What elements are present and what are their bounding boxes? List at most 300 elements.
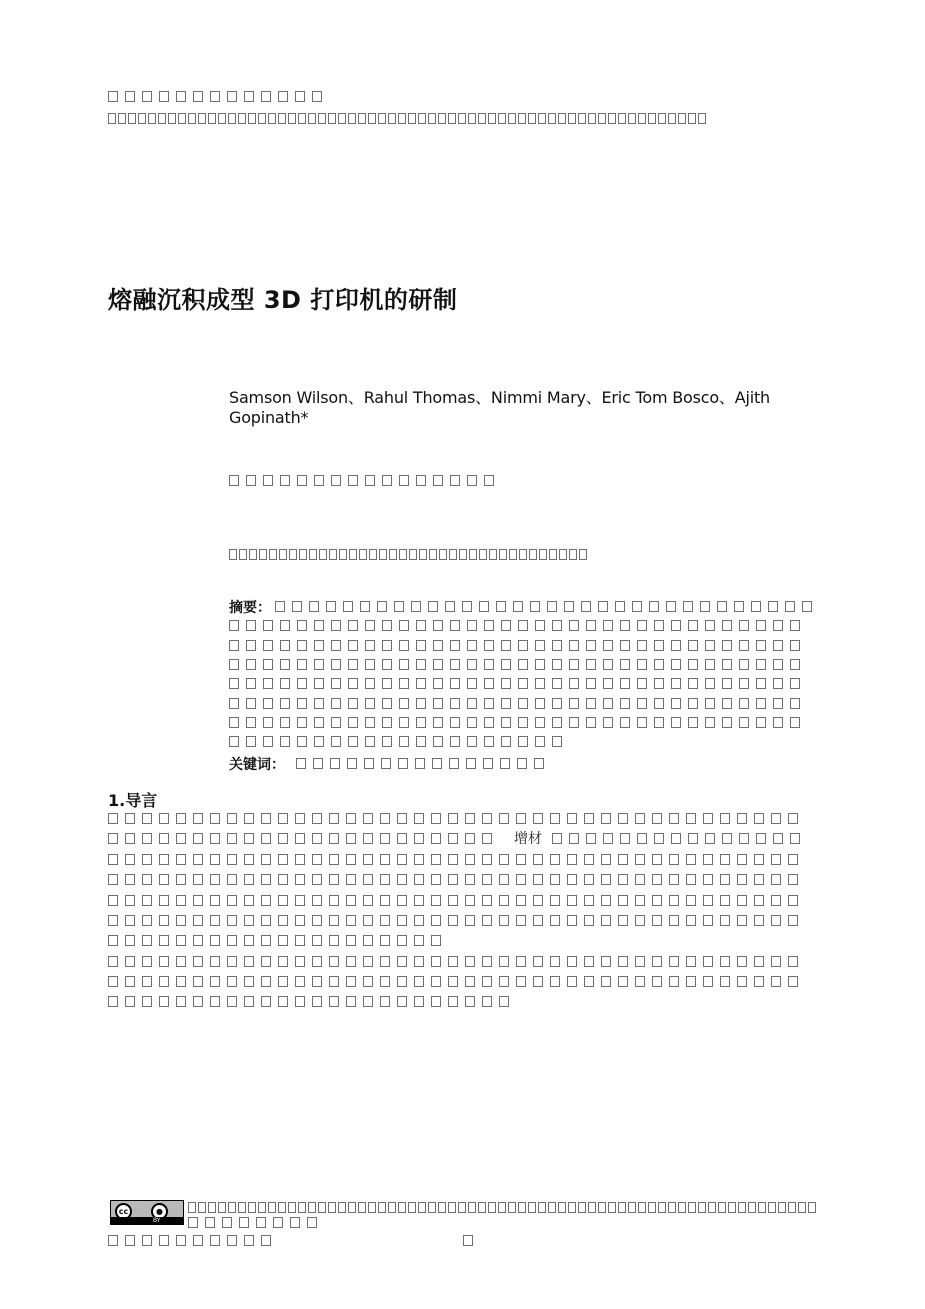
tofu-glyph [632, 601, 642, 612]
tofu-glyph [581, 601, 591, 612]
tofu-glyph [278, 915, 288, 926]
tofu-glyph [382, 659, 392, 670]
tofu-glyph [338, 113, 346, 124]
tofu-glyph [312, 874, 322, 885]
tofu-glyph [448, 833, 458, 844]
tofu-glyph [509, 549, 517, 560]
tofu-glyph [142, 813, 152, 824]
tofu-glyph [408, 113, 416, 124]
tofu-glyph [535, 640, 545, 651]
tofu-glyph [118, 113, 126, 124]
tofu-glyph [125, 895, 135, 906]
intro-line [108, 974, 820, 988]
tofu-glyph [244, 935, 254, 946]
tofu-glyph [365, 717, 375, 728]
tofu-glyph [399, 549, 407, 560]
tofu-glyph [263, 620, 273, 631]
tofu-glyph [550, 854, 560, 865]
tofu-glyph [499, 956, 509, 967]
tofu-glyph [771, 854, 781, 865]
tofu-glyph [618, 915, 628, 926]
tofu-glyph [328, 1202, 336, 1213]
tofu-glyph [176, 1235, 186, 1246]
tofu-glyph [261, 956, 271, 967]
tofu-glyph [108, 976, 118, 987]
tofu-glyph [348, 475, 358, 486]
tofu-glyph [329, 813, 339, 824]
tofu-glyph [637, 640, 647, 651]
tofu-glyph [431, 956, 441, 967]
tofu-glyph [601, 895, 611, 906]
tofu-glyph [618, 854, 628, 865]
tofu-glyph [658, 113, 666, 124]
tofu-glyph [586, 659, 596, 670]
tofu-glyph [244, 1235, 254, 1246]
tofu-glyph [671, 833, 681, 844]
tofu-glyph [288, 1202, 296, 1213]
tofu-glyph [448, 895, 458, 906]
tofu-glyph [419, 549, 427, 560]
tofu-glyph [686, 895, 696, 906]
tofu-glyph [244, 976, 254, 987]
tofu-glyph [229, 475, 239, 486]
tofu-glyph [778, 1202, 786, 1213]
tofu-glyph [308, 1202, 316, 1213]
tofu-glyph [739, 620, 749, 631]
tofu-glyph [142, 956, 152, 967]
tofu-glyph [380, 915, 390, 926]
tofu-glyph [720, 813, 730, 824]
tofu-glyph [790, 698, 800, 709]
tofu-glyph [295, 895, 305, 906]
tofu-glyph [703, 874, 713, 885]
tofu-glyph [598, 1202, 606, 1213]
tofu-glyph [365, 678, 375, 689]
tofu-glyph [688, 698, 698, 709]
tofu-glyph [312, 895, 322, 906]
tofu-glyph [654, 833, 664, 844]
tofu-glyph [508, 113, 516, 124]
tofu-glyph [550, 813, 560, 824]
tofu-glyph [414, 895, 424, 906]
tofu-glyph [754, 976, 764, 987]
tofu-glyph [176, 854, 186, 865]
tofu-glyph [703, 813, 713, 824]
tofu-glyph [773, 620, 783, 631]
tofu-glyph [773, 698, 783, 709]
tofu-glyph [558, 1202, 566, 1213]
tofu-glyph [448, 976, 458, 987]
tofu-glyph [363, 996, 373, 1007]
tofu-glyph [671, 678, 681, 689]
tofu-glyph [142, 833, 152, 844]
tofu-glyph [703, 854, 713, 865]
tofu-glyph [142, 895, 152, 906]
tofu-glyph [399, 620, 409, 631]
tofu-glyph [620, 659, 630, 670]
tofu-glyph [722, 640, 732, 651]
tofu-glyph [739, 640, 749, 651]
tofu-glyph [535, 736, 545, 747]
tofu-glyph [567, 976, 577, 987]
tofu-glyph [598, 113, 606, 124]
tofu-glyph [722, 698, 732, 709]
tofu-glyph [771, 813, 781, 824]
tofu-glyph [788, 854, 798, 865]
tofu-glyph [705, 833, 715, 844]
tofu-glyph [698, 113, 706, 124]
tofu-glyph [380, 874, 390, 885]
tofu-glyph [380, 935, 390, 946]
tofu-glyph [722, 678, 732, 689]
tofu-glyph [448, 956, 458, 967]
tofu-glyph [552, 833, 562, 844]
tofu-glyph [359, 549, 367, 560]
tofu-glyph [378, 1202, 386, 1213]
tofu-glyph [227, 976, 237, 987]
tofu-glyph [638, 1202, 646, 1213]
tofu-glyph [620, 698, 630, 709]
abstract-line [229, 638, 819, 652]
tofu-glyph [569, 640, 579, 651]
tofu-glyph [450, 620, 460, 631]
tofu-glyph [550, 976, 560, 987]
tofu-glyph [790, 833, 800, 844]
tofu-glyph [518, 678, 528, 689]
tofu-glyph [720, 956, 730, 967]
tofu-glyph [331, 736, 341, 747]
tofu-glyph [380, 976, 390, 987]
tofu-glyph [416, 640, 426, 651]
tofu-glyph [108, 833, 118, 844]
tofu-glyph [278, 813, 288, 824]
tofu-glyph [688, 640, 698, 651]
tofu-glyph [448, 874, 458, 885]
tofu-glyph [478, 1202, 486, 1213]
tofu-glyph [358, 1202, 366, 1213]
tofu-glyph [567, 915, 577, 926]
cc-icon: cc [115, 1203, 132, 1220]
tofu-glyph [176, 996, 186, 1007]
tofu-glyph [388, 113, 396, 124]
tofu-glyph [399, 640, 409, 651]
tofu-glyph [314, 678, 324, 689]
tofu-glyph [295, 915, 305, 926]
tofu-glyph [227, 854, 237, 865]
tofu-glyph [756, 717, 766, 728]
abstract-label [229, 597, 271, 617]
tofu-glyph [788, 874, 798, 885]
tofu-glyph [484, 678, 494, 689]
tofu-glyph [398, 758, 408, 769]
tofu-glyph [671, 640, 681, 651]
tofu-glyph [465, 874, 475, 885]
tofu-glyph [618, 113, 626, 124]
tofu-glyph [142, 874, 152, 885]
tofu-glyph [773, 833, 783, 844]
tofu-glyph [363, 854, 373, 865]
tofu-glyph [273, 1217, 283, 1228]
tofu-glyph [518, 1202, 526, 1213]
tofu-glyph [671, 698, 681, 709]
tofu-glyph [603, 698, 613, 709]
tofu-glyph [328, 113, 336, 124]
tofu-glyph [308, 113, 316, 124]
tofu-glyph [329, 549, 337, 560]
tofu-glyph [668, 113, 676, 124]
tofu-glyph [414, 915, 424, 926]
tofu-glyph [346, 996, 356, 1007]
tofu-glyph [578, 1202, 586, 1213]
tofu-glyph [297, 475, 307, 486]
tofu-glyph [108, 996, 118, 1007]
tofu-glyph [125, 976, 135, 987]
tofu-glyph [229, 717, 239, 728]
tofu-glyph [533, 813, 543, 824]
tofu-glyph [499, 874, 509, 885]
tofu-glyph [635, 895, 645, 906]
tofu-glyph [548, 1202, 556, 1213]
tofu-glyph [398, 1202, 406, 1213]
tofu-glyph [433, 640, 443, 651]
tofu-glyph [431, 813, 441, 824]
tofu-glyph [548, 113, 556, 124]
tofu-glyph [331, 678, 341, 689]
tofu-glyph [499, 813, 509, 824]
tofu-glyph [348, 113, 356, 124]
tofu-glyph [368, 113, 376, 124]
tofu-glyph [295, 91, 305, 102]
tofu-glyph [669, 874, 679, 885]
tofu-glyph [658, 1202, 666, 1213]
tofu-glyph [239, 549, 247, 560]
tofu-glyph [652, 895, 662, 906]
tofu-glyph [567, 854, 577, 865]
tofu-glyph [229, 678, 239, 689]
tofu-glyph [586, 678, 596, 689]
tofu-glyph [368, 1202, 376, 1213]
badge-bottom-bar [111, 1217, 183, 1224]
tofu-glyph [229, 549, 237, 560]
tofu-glyph [568, 113, 576, 124]
tofu-glyph [188, 1202, 196, 1213]
tofu-glyph [210, 813, 220, 824]
tofu-glyph [142, 976, 152, 987]
keywords-label [229, 754, 285, 774]
tofu-glyph [535, 659, 545, 670]
tofu-glyph [280, 678, 290, 689]
tofu-glyph [756, 659, 766, 670]
tofu-glyph [438, 1202, 446, 1213]
tofu-glyph [754, 874, 764, 885]
tofu-glyph [176, 895, 186, 906]
tofu-glyph [193, 996, 203, 1007]
tofu-glyph [331, 698, 341, 709]
tofu-glyph [458, 1202, 466, 1213]
tofu-glyph [312, 91, 322, 102]
tofu-glyph [586, 698, 596, 709]
tofu-glyph [652, 813, 662, 824]
tofu-glyph [261, 874, 271, 885]
tofu-glyph [193, 813, 203, 824]
tofu-glyph [569, 698, 579, 709]
tofu-glyph [586, 717, 596, 728]
tofu-glyph [363, 813, 373, 824]
tofu-glyph [331, 475, 341, 486]
tofu-glyph [263, 475, 273, 486]
tofu-glyph [484, 620, 494, 631]
intro-line [108, 994, 528, 1008]
tofu-glyph [652, 854, 662, 865]
tofu-glyph [210, 976, 220, 987]
tofu-glyph [411, 601, 421, 612]
tofu-glyph [258, 1202, 266, 1213]
tofu-glyph [431, 854, 441, 865]
tofu-glyph [280, 620, 290, 631]
tofu-glyph [652, 976, 662, 987]
tofu-glyph [431, 895, 441, 906]
tofu-glyph [288, 113, 296, 124]
tofu-glyph [158, 113, 166, 124]
tofu-glyph [688, 833, 698, 844]
tofu-glyph [598, 601, 608, 612]
tofu-glyph [756, 678, 766, 689]
journal-header-line-1 [108, 89, 338, 103]
tofu-glyph [539, 549, 547, 560]
tofu-glyph [603, 678, 613, 689]
tofu-glyph [705, 698, 715, 709]
tofu-glyph [295, 854, 305, 865]
tofu-glyph [397, 874, 407, 885]
tofu-glyph [188, 1217, 198, 1228]
tofu-glyph [246, 678, 256, 689]
tofu-glyph [737, 915, 747, 926]
tofu-glyph [552, 698, 562, 709]
tofu-glyph [501, 620, 511, 631]
tofu-glyph [549, 549, 557, 560]
tofu-glyph [552, 717, 562, 728]
tofu-glyph [379, 549, 387, 560]
tofu-glyph [489, 549, 497, 560]
tofu-glyph [329, 996, 339, 1007]
tofu-glyph [552, 659, 562, 670]
tofu-glyph [448, 113, 456, 124]
tofu-glyph [108, 854, 118, 865]
tofu-glyph [244, 956, 254, 967]
tofu-glyph [484, 475, 494, 486]
tofu-glyph [720, 874, 730, 885]
tofu-glyph [483, 758, 493, 769]
tofu-glyph [363, 833, 373, 844]
tofu-glyph [278, 854, 288, 865]
tofu-glyph [433, 717, 443, 728]
tofu-glyph [108, 935, 118, 946]
tofu-glyph [720, 895, 730, 906]
tofu-glyph [720, 976, 730, 987]
tofu-glyph [771, 976, 781, 987]
tofu-glyph [280, 640, 290, 651]
tofu-glyph [339, 549, 347, 560]
tofu-glyph [314, 698, 324, 709]
tofu-glyph [508, 1202, 516, 1213]
tofu-glyph [125, 833, 135, 844]
tofu-glyph [108, 915, 118, 926]
tofu-glyph [399, 475, 409, 486]
tofu-glyph [756, 640, 766, 651]
tofu-glyph [394, 601, 404, 612]
tofu-glyph [668, 1202, 676, 1213]
tofu-glyph [552, 620, 562, 631]
tofu-glyph [263, 659, 273, 670]
tofu-glyph [739, 833, 749, 844]
tofu-glyph [601, 956, 611, 967]
tofu-glyph [448, 854, 458, 865]
tofu-glyph [722, 620, 732, 631]
tofu-glyph [431, 874, 441, 885]
tofu-glyph [501, 717, 511, 728]
tofu-glyph [380, 895, 390, 906]
tofu-glyph [484, 698, 494, 709]
tofu-glyph [501, 698, 511, 709]
tofu-glyph [176, 874, 186, 885]
tofu-glyph [705, 640, 715, 651]
tofu-glyph [615, 601, 625, 612]
tofu-glyph [498, 113, 506, 124]
tofu-glyph [125, 915, 135, 926]
tofu-glyph [365, 620, 375, 631]
tofu-glyph [601, 854, 611, 865]
tofu-glyph [501, 678, 511, 689]
tofu-glyph [737, 813, 747, 824]
tofu-glyph [314, 736, 324, 747]
tofu-glyph [246, 698, 256, 709]
tofu-glyph [588, 1202, 596, 1213]
tofu-glyph [408, 1202, 416, 1213]
tofu-glyph [620, 717, 630, 728]
tofu-glyph [438, 113, 446, 124]
tofu-glyph [678, 1202, 686, 1213]
tofu-glyph [550, 895, 560, 906]
tofu-glyph [558, 113, 566, 124]
tofu-glyph [210, 1235, 220, 1246]
tofu-glyph [567, 874, 577, 885]
tofu-glyph [618, 874, 628, 885]
tofu-glyph [416, 475, 426, 486]
tofu-glyph [635, 915, 645, 926]
tofu-glyph [312, 915, 322, 926]
tofu-glyph [346, 813, 356, 824]
tofu-glyph [295, 976, 305, 987]
tofu-glyph [297, 698, 307, 709]
tofu-glyph [683, 601, 693, 612]
tofu-glyph [754, 895, 764, 906]
tofu-glyph [348, 640, 358, 651]
tofu-glyph [382, 678, 392, 689]
tofu-glyph [467, 640, 477, 651]
tofu-glyph [584, 874, 594, 885]
tofu-glyph [414, 813, 424, 824]
intro-line [108, 872, 820, 886]
tofu-glyph [519, 549, 527, 560]
tofu-glyph [380, 813, 390, 824]
tofu-glyph [431, 976, 441, 987]
tofu-glyph [326, 601, 336, 612]
tofu-glyph [513, 601, 523, 612]
tofu-glyph [705, 717, 715, 728]
tofu-glyph [637, 833, 647, 844]
tofu-glyph [268, 113, 276, 124]
tofu-glyph [788, 1202, 796, 1213]
